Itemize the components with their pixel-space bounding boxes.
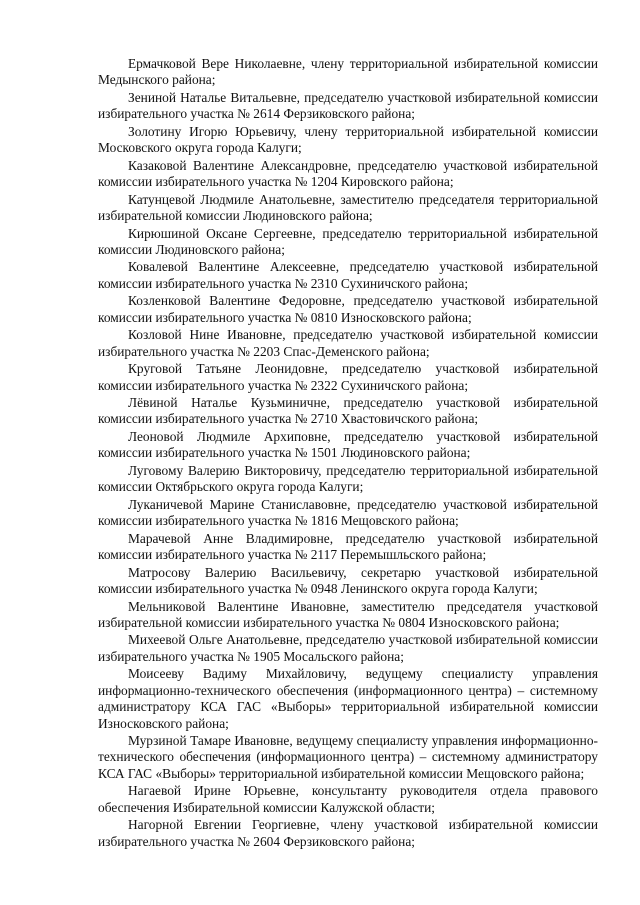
list-item: Зениной Наталье Витальевне, председателю участковой избирательной комиссии избирательного участка № 2614 Ферзиковского района; <box>98 89 598 122</box>
document-body <box>98 56 598 851</box>
list-item: Ковалевой Валентине Алексеевне, председателю участковой избирательной комиссии избирательного участка № 2310 Сухиничского района; <box>98 259 598 291</box>
list-item: Луговому Валерию Викторовичу, председателю территориальной избирательной комиссии Октябрьского округа города Калуги; <box>98 462 598 495</box>
list-item: Козленковой Валентине Федоровне, председателю участковой избирательной комиссии избирательного участка № 0810 Износковского района; <box>98 293 598 325</box>
list-item: Круговой Татьяне Леонидовне, председателю участковой избирательной комиссии избирательного участка № 2322 Сухиничского района; <box>98 361 598 393</box>
list-item: Мурзиной Тамаре Ивановне, ведущему специалисту управления информационно-технического обеспечения (информационного центра) – системному администратору КСА ГАС «Выборы» территориальной избирательной комиссии Мещовского района; <box>98 733 598 781</box>
list-item: Михеевой Ольге Анатольевне, председателю участковой избирательной комиссии избирательного участка № 1905 Мосальского района; <box>98 632 598 664</box>
list-item: Золотину Игорю Юрьевичу, члену территориальной избирательной комиссии Московского округа города Калуги; <box>98 123 598 156</box>
list-item: Нагорной Евгении Георгиевне, члену участковой избирательной комиссии избирательного участка № 2604 Ферзиковского района; <box>98 817 598 849</box>
list-item: Кирюшиной Оксане Сергеевне, председателю территориальной избирательной комиссии Людиновского района; <box>98 225 598 257</box>
list-item: Марачевой Анне Владимировне, председателю участковой избирательной комиссии избирательного участка № 2117 Перемышльского района; <box>98 530 598 563</box>
list-item: Катунцевой Людмиле Анатольевне, заместителю председателя территориальной избирательной комиссии Людиновского района; <box>98 191 598 224</box>
list-item: Козловой Нине Ивановне, председателю участковой избирательной комиссии избирательного участка № 2203 Спас-Деменского района; <box>98 327 598 359</box>
list-item: Ермачковой Вере Николаевне, члену территориальной избирательной комиссии Медынского района; <box>98 56 598 88</box>
list-item: Леоновой Людмиле Архиповне, председателю участковой избирательной комиссии избирательного участка № 1501 Людиновского района; <box>98 428 598 461</box>
list-item: Нагаевой Ирине Юрьевне, консультанту руководителя отдела правового обеспечения Избирательной комиссии Калужской области; <box>98 783 598 815</box>
list-item: Лёвиной Наталье Кузьминичне, председателю участковой избирательной комиссии избирательного участка № 2710 Хвастовичского района; <box>98 395 598 427</box>
list-item: Казаковой Валентине Александровне, председателю участковой избирательной комиссии избирательного участка № 1204 Кировского района; <box>98 157 598 190</box>
list-item: Луканичевой Марине Станиславовне, председателю участковой избирательной комиссии избирательного участка № 1816 Мещовского района; <box>98 496 598 529</box>
list-item: Мельниковой Валентине Ивановне, заместителю председателя участковой избирательной комиссии избирательного участка № 0804 Износковского района; <box>98 598 598 630</box>
list-item: Матросову Валерию Васильевичу, секретарю участковой избирательной комиссии избирательного участка № 0948 Ленинского округа города Калуги; <box>98 564 598 596</box>
list-item: Моисееву Вадиму Михайловичу, ведущему специалисту управления информационно-технического обеспечения (информационного центра) – системному администратору КСА ГАС «Выборы» территориальной избирательной комиссии Износковского района; <box>98 666 598 731</box>
